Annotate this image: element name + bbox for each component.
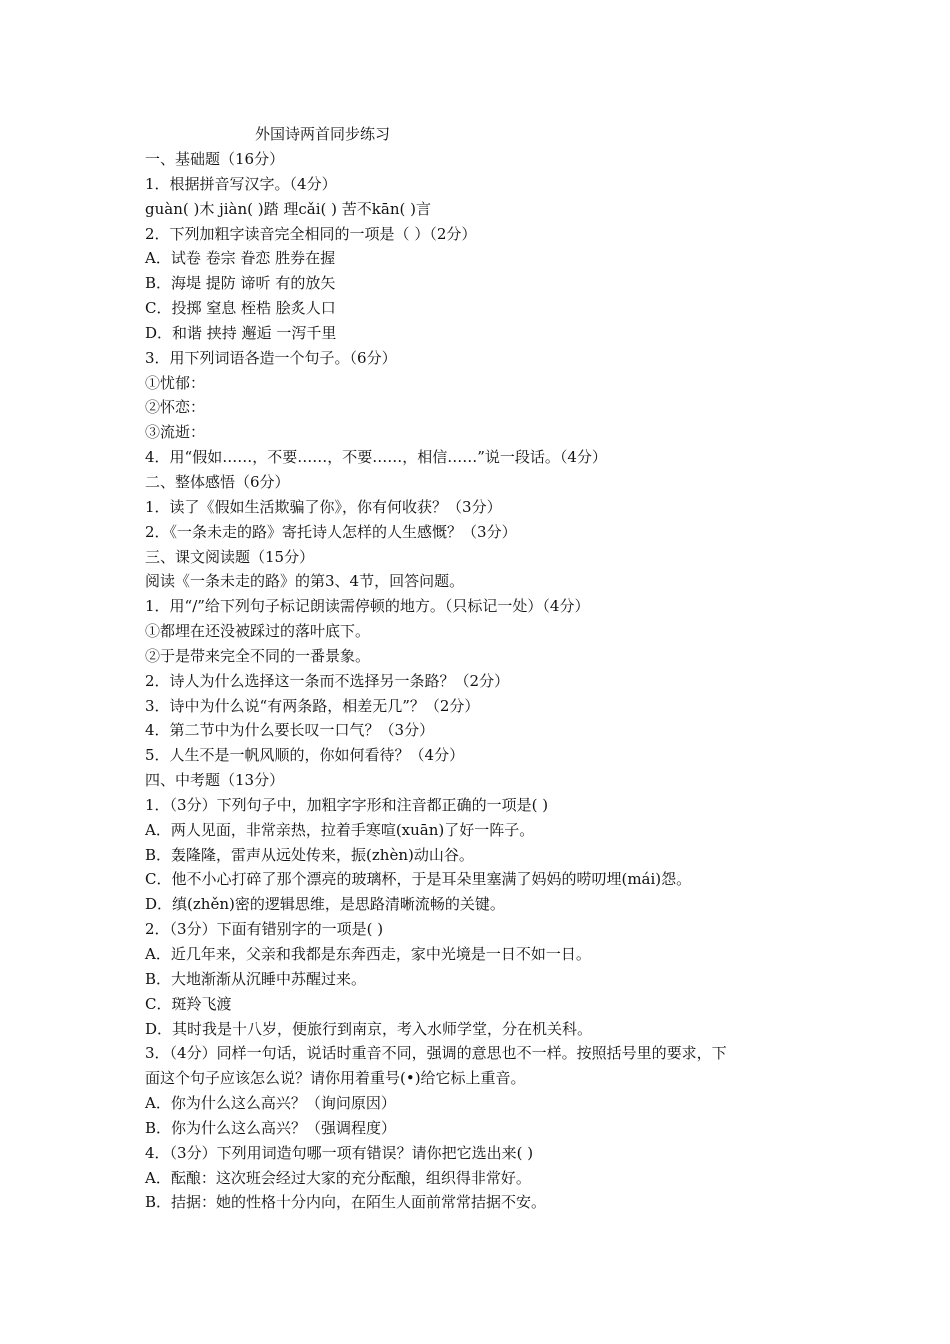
text-line: A．近几年来，父亲和我都是东奔西走，家中光境是一日不如一日。 — [145, 945, 591, 963]
text-line: 4．用“假如……，不要……，不要……，相信……”说一段话。（4分） — [145, 448, 607, 467]
worksheet — [145, 122, 815, 1215]
text-line: A．你为什么这么高兴？（询问原因） — [145, 1094, 396, 1113]
worksheet-body — [145, 147, 815, 1215]
text-line: 2．《一条未走的路》寄托诗人怎样的人生感慨？（3分） — [145, 522, 517, 541]
text-line: 三、课文阅读题（15分） — [145, 547, 315, 566]
text-line: D．缜(zhěn)密的逻辑思维，是思路清晰流畅的关键。 — [145, 895, 505, 914]
text-line: guàn( )木 jiàn( )踏 理cǎi( ) 苦不kān( )言 — [145, 199, 431, 218]
text-line: A．两人见面，非常亲热，拉着手寒喧(xuān)了好一阵子。 — [145, 820, 535, 839]
text-line: D．和谐 挟持 邂逅 一泻千里 — [145, 323, 337, 342]
text-line: 5．人生不是一帆风顺的，你如何看待？（4分） — [145, 746, 465, 765]
text-line: 面这个句子应该怎么说？请你用着重号(•)给它标上重音。 — [145, 1069, 526, 1088]
text-line: B．轰隆隆，雷声从远处传来，振(zhèn)动山谷。 — [145, 845, 474, 864]
text-line: 阅读《一条未走的路》的第3、4节，回答问题。 — [145, 572, 465, 591]
text-line: 1．用“/”给下列句子标记朗读需停顿的地方。（只标记一处）（4分） — [145, 597, 590, 616]
text-line: 3．（4分）同样一句话，说话时重音不同，强调的意思也不一样。按照括号里的要求，下 — [145, 1044, 727, 1063]
text-line: A．酝酿：这次班会经过大家的充分酝酿，组织得非常好。 — [145, 1168, 531, 1187]
text-line: 一、基础题（16分） — [145, 150, 285, 168]
worksheet-title: 外国诗两首同步练习 — [255, 125, 391, 143]
text-line: C．投掷 窒息 桎梏 脍炙人口 — [145, 299, 336, 318]
text-line: ②怀恋： — [145, 398, 206, 417]
text-line: D．其时我是十八岁，便旅行到南京，考入水师学堂，分在机关科。 — [145, 1019, 593, 1038]
text-line: 4．（3分）下列用词造句哪一项有错误？请你把它选出来( ) — [145, 1143, 534, 1162]
text-line: 1．读了《假如生活欺骗了你》，你有何收获？（3分） — [145, 497, 502, 516]
text-line: 1．根据拼音写汉字。（4分） — [145, 174, 337, 193]
text-line: C．斑羚飞渡 — [145, 994, 232, 1013]
text-line: 2．（3分）下面有错别字的一项是( ) — [145, 920, 384, 939]
text-line: ①都埋在还没被踩过的落叶底下。 — [145, 622, 371, 641]
text-line: 四、中考题（13分） — [145, 771, 285, 790]
text-line: ③流逝： — [145, 423, 206, 442]
text-line: A．试卷 卷宗 眷恋 胜券在握 — [145, 249, 336, 268]
text-line: 二、整体感悟（6分） — [145, 472, 290, 491]
text-line: 4．第二节中为什么要长叹一口气？（3分） — [145, 721, 435, 740]
text-line: 2．诗人为什么选择这一条而不选择另一条路？（2分） — [145, 671, 510, 690]
text-line: C．他不小心打碎了那个漂亮的玻璃杯，于是耳朵里塞满了妈妈的唠叨埋(mái)怨。 — [145, 870, 692, 889]
text-line: 2．下列加粗字读音完全相同的一项是（ ）（2分） — [145, 224, 477, 243]
text-line: B．大地渐渐从沉睡中苏醒过来。 — [145, 969, 367, 988]
text-line: 3．用下列词语各造一个句子。（6分） — [145, 348, 397, 367]
text-line: 1．（3分）下列句子中，加粗字字形和注音都正确的一项是( ) — [145, 795, 549, 814]
text-line: ②于是带来完全不同的一番景象。 — [145, 646, 371, 665]
text-line: ①忧郁： — [145, 373, 206, 392]
text-line: B．海堤 提防 谛听 有的放矢 — [145, 274, 336, 293]
text-line: B．你为什么这么高兴？（强调程度） — [145, 1118, 397, 1137]
text-line: 3．诗中为什么说“有两条路，相差无几”？（2分） — [145, 696, 480, 715]
text-line: B．拮据：她的性格十分内向，在陌生人面前常常拮据不安。 — [145, 1193, 547, 1212]
